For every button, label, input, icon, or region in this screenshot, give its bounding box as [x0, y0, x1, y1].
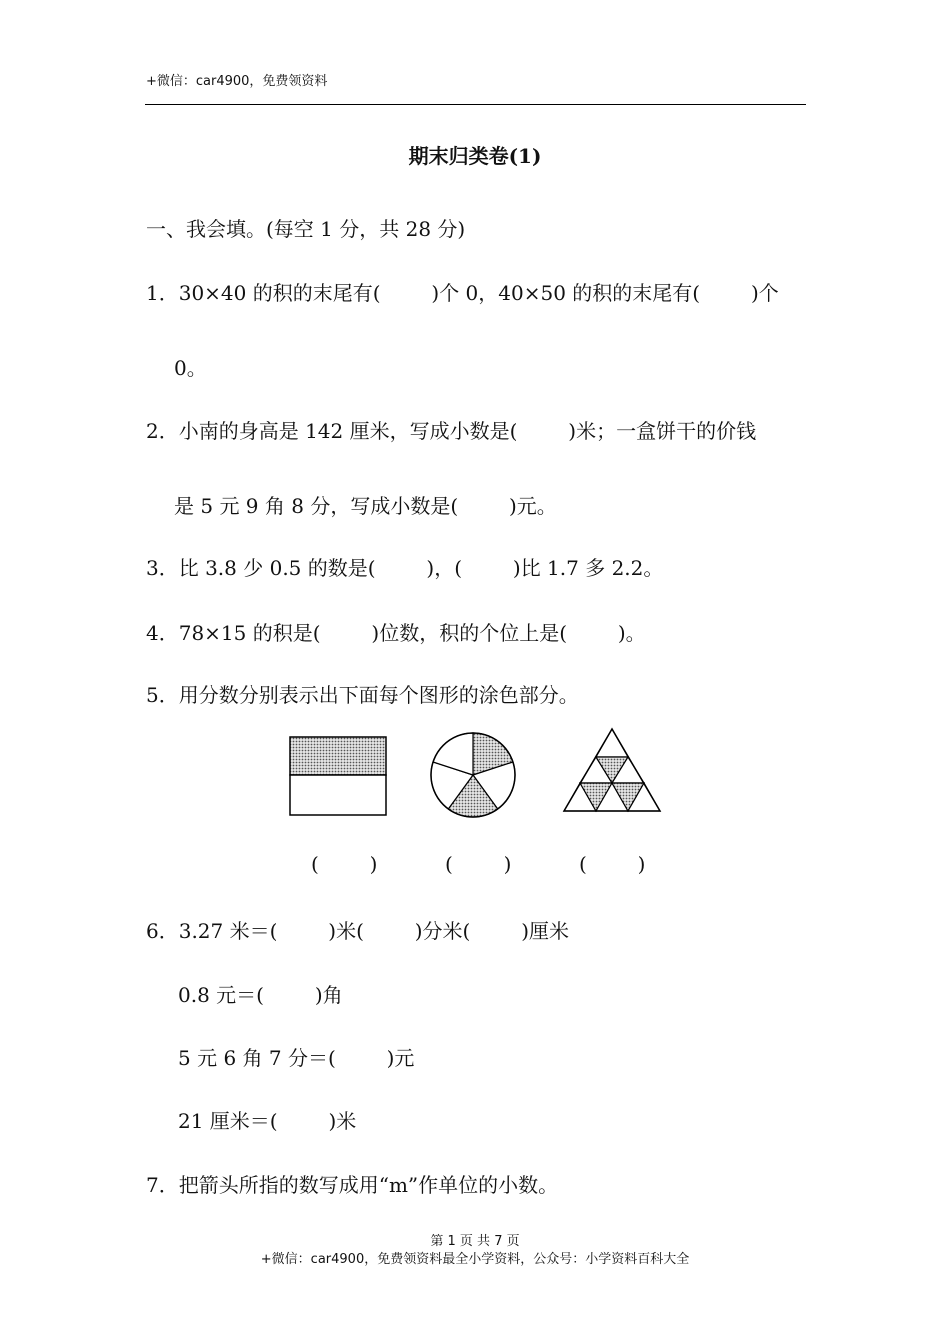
section-heading: 一、我会填。(每空 1 分，共 28 分) — [146, 217, 466, 241]
header-watermark: +微信：car4900，免费领资料 — [146, 74, 328, 89]
fraction-figures — [280, 725, 680, 825]
question-7: 7．把箭头所指的数写成用“m”作单位的小数。 — [146, 1173, 559, 1197]
footer-note: +微信：car4900，免费领资料最全小学资料，公众号：小学资料百科大全 — [260, 1252, 690, 1267]
question-1-line-2: 0。 — [174, 356, 207, 380]
question-2-line-2: 是 5 元 9 角 8 分，写成小数是( )元。 — [174, 494, 557, 518]
question-5: 5．用分数分别表示出下面每个图形的涂色部分。 — [146, 683, 579, 707]
question-4: 4．78×15 的积是( )位数，积的个位上是( )。 — [146, 621, 646, 645]
question-6-line-4: 21 厘米＝( )米 — [178, 1109, 357, 1133]
question-6-line-1: 6．3.27 米＝( )米( )分米( )厘米 — [146, 919, 570, 943]
question-6-line-3: 5 元 6 角 7 分＝( )元 — [178, 1046, 415, 1070]
triangle-grid-figure — [564, 729, 660, 811]
figure-answer-rectangle: ( ) — [311, 852, 378, 876]
question-1-line-1: 1．30×40 的积的末尾有( )个 0，40×50 的积的末尾有( )个 — [146, 281, 779, 305]
rectangle-half-shaded-figure — [290, 737, 386, 815]
figure-answer-circle: ( ) — [445, 852, 512, 876]
header-rule — [145, 104, 806, 105]
circle-sectors-figure — [431, 733, 515, 817]
question-6-line-2: 0.8 元＝( )角 — [178, 983, 343, 1007]
question-2-line-1: 2．小南的身高是 142 厘米，写成小数是( )米；一盒饼干的价钱 — [146, 419, 757, 443]
question-3: 3．比 3.8 少 0.5 的数是( )，( )比 1.7 多 2.2。 — [146, 556, 664, 580]
page-number: 第 1 页 共 7 页 — [430, 1234, 520, 1249]
figure-answer-triangle: ( ) — [579, 852, 646, 876]
page-title: 期末归类卷(1) — [408, 144, 542, 168]
